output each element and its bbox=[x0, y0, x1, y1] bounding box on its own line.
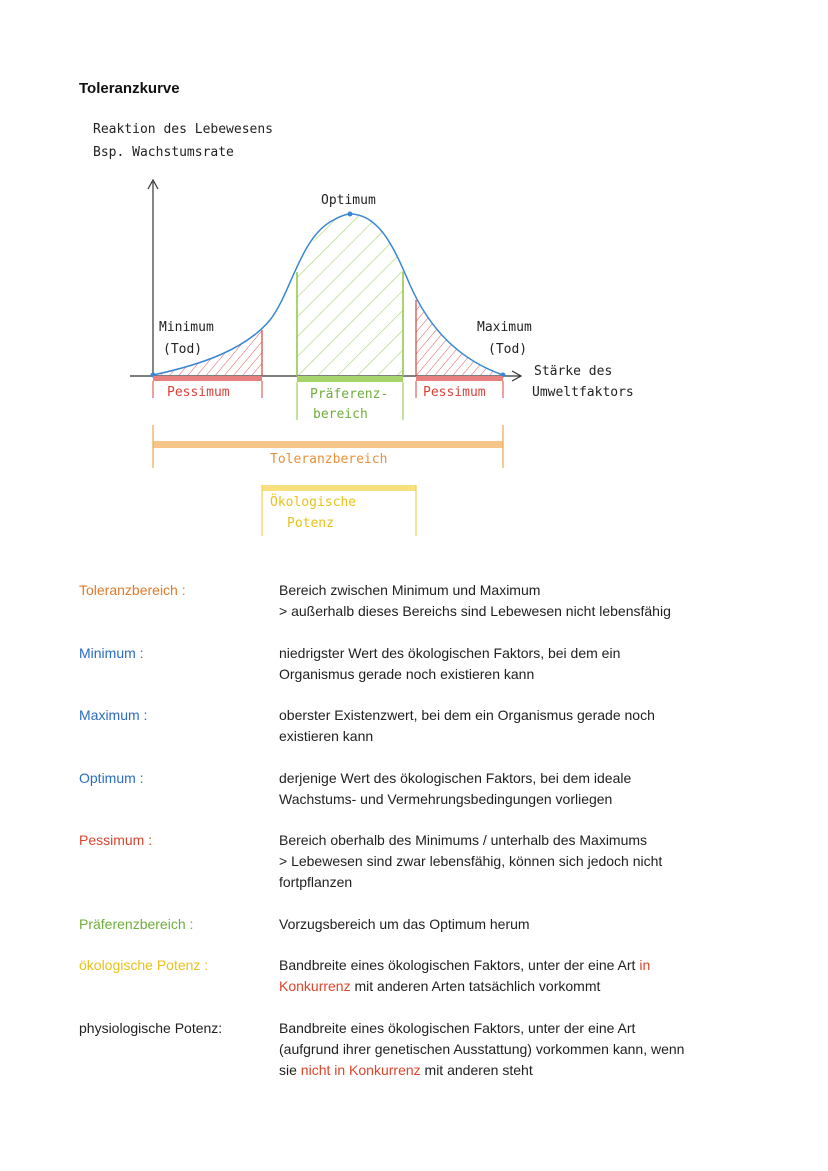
desc-line: (aufgrund ihrer genetischen Ausstattung) vorkommen kann, wenn bbox=[279, 1041, 685, 1057]
desc-text: mit anderen Arten tatsächlich vorkommt bbox=[350, 978, 601, 994]
desc-highlight: Konkurrenz bbox=[279, 978, 351, 994]
desc-maximum bbox=[279, 705, 749, 747]
minimum-label-line1: Minimum bbox=[159, 320, 214, 335]
desc-line bbox=[279, 955, 749, 976]
toleranz-label: Toleranzbereich bbox=[270, 452, 388, 467]
desc-line: Bandbreite eines ökologischen Faktors, unter der eine Art bbox=[279, 1020, 636, 1036]
term-minimum: Minimum : bbox=[79, 645, 144, 661]
desc-line: derjenige Wert des ökologischen Faktors, bei dem ideale bbox=[279, 770, 632, 786]
desc-line: existieren kann bbox=[279, 728, 374, 744]
oeko-label-line2: Potenz bbox=[287, 516, 334, 531]
desc-oekologische-potenz bbox=[279, 955, 749, 997]
pessimum-left-label: Pessimum bbox=[167, 385, 230, 400]
desc-praeferenzbereich bbox=[279, 914, 749, 935]
minimum-label-line2: (Tod) bbox=[163, 342, 203, 357]
page-title: Toleranzkurve bbox=[79, 80, 180, 97]
term-oekologische-potenz: ökologische Potenz : bbox=[79, 957, 209, 973]
praeferenz-label-line2: bereich bbox=[313, 407, 368, 422]
desc-highlight: in bbox=[639, 957, 651, 973]
desc-line bbox=[279, 976, 749, 997]
term-maximum: Maximum : bbox=[79, 707, 148, 723]
pessimum-right-label: Pessimum bbox=[423, 385, 486, 400]
desc-physiologische-potenz bbox=[279, 1018, 749, 1081]
tolerance-curve-diagram bbox=[0, 0, 828, 560]
optimum-point bbox=[348, 212, 353, 217]
pessimum-right-bar bbox=[416, 376, 503, 381]
desc-text: Bandbreite eines ökologischen Faktors, unter der eine Art bbox=[279, 957, 640, 973]
desc-line: Vorzugsbereich um das Optimum herum bbox=[279, 916, 530, 932]
desc-toleranzbereich bbox=[279, 580, 749, 622]
oeko-label-line1: Ökologische bbox=[270, 495, 357, 510]
desc-line: Wachstums- und Vermehrungsbedingungen vorliegen bbox=[279, 791, 613, 807]
term-physiologische-potenz: physiologische Potenz: bbox=[79, 1020, 223, 1036]
pessimum-right-hatch bbox=[416, 300, 503, 375]
desc-line: Organismus gerade noch existieren kann bbox=[279, 666, 535, 682]
term-toleranzbereich: Toleranzbereich : bbox=[79, 582, 186, 598]
oeko-bar bbox=[262, 485, 416, 491]
desc-optimum bbox=[279, 768, 749, 810]
desc-line: Bereich oberhalb des Minimums / unterhalb des Maximums bbox=[279, 832, 648, 848]
praeferenz-label-line1: Präferenz- bbox=[310, 387, 389, 402]
desc-line: niedrigster Wert des ökologischen Faktors, bei dem ein bbox=[279, 645, 621, 661]
desc-line: Bereich zwischen Minimum und Maximum bbox=[279, 582, 541, 598]
term-optimum: Optimum : bbox=[79, 770, 144, 786]
y-axis-label-line1: Reaktion des Lebewesens bbox=[93, 122, 274, 137]
desc-line: > außerhalb dieses Bereichs sind Lebewesen nicht lebensfähig bbox=[279, 603, 671, 619]
maximum-label-line2: (Tod) bbox=[488, 342, 528, 357]
desc-line: oberster Existenzwert, bei dem ein Organismus gerade noch bbox=[279, 707, 655, 723]
x-axis-label-line1: Stärke des bbox=[534, 364, 613, 379]
pessimum-left-bar bbox=[153, 376, 262, 381]
term-pessimum: Pessimum : bbox=[79, 832, 153, 848]
maximum-label-line1: Maximum bbox=[477, 320, 532, 335]
desc-pessimum bbox=[279, 830, 749, 893]
x-axis-label-line2: Umweltfaktors bbox=[532, 385, 634, 400]
desc-line bbox=[279, 1060, 749, 1081]
desc-line: > Lebewesen sind zwar lebensfähig, können sich jedoch nicht bbox=[279, 853, 663, 869]
y-axis-label-line2: Bsp. Wachstumsrate bbox=[93, 145, 234, 160]
desc-text: sie bbox=[279, 1062, 301, 1078]
term-praeferenzbereich: Präferenzbereich : bbox=[79, 916, 194, 932]
desc-minimum bbox=[279, 643, 749, 685]
optimum-label: Optimum bbox=[321, 193, 376, 208]
praeferenz-bar bbox=[297, 376, 403, 382]
desc-text: mit anderen steht bbox=[420, 1062, 533, 1078]
desc-line: fortpflanzen bbox=[279, 874, 353, 890]
desc-highlight: nicht in Konkurrenz bbox=[300, 1062, 421, 1078]
toleranz-bar bbox=[153, 441, 503, 448]
